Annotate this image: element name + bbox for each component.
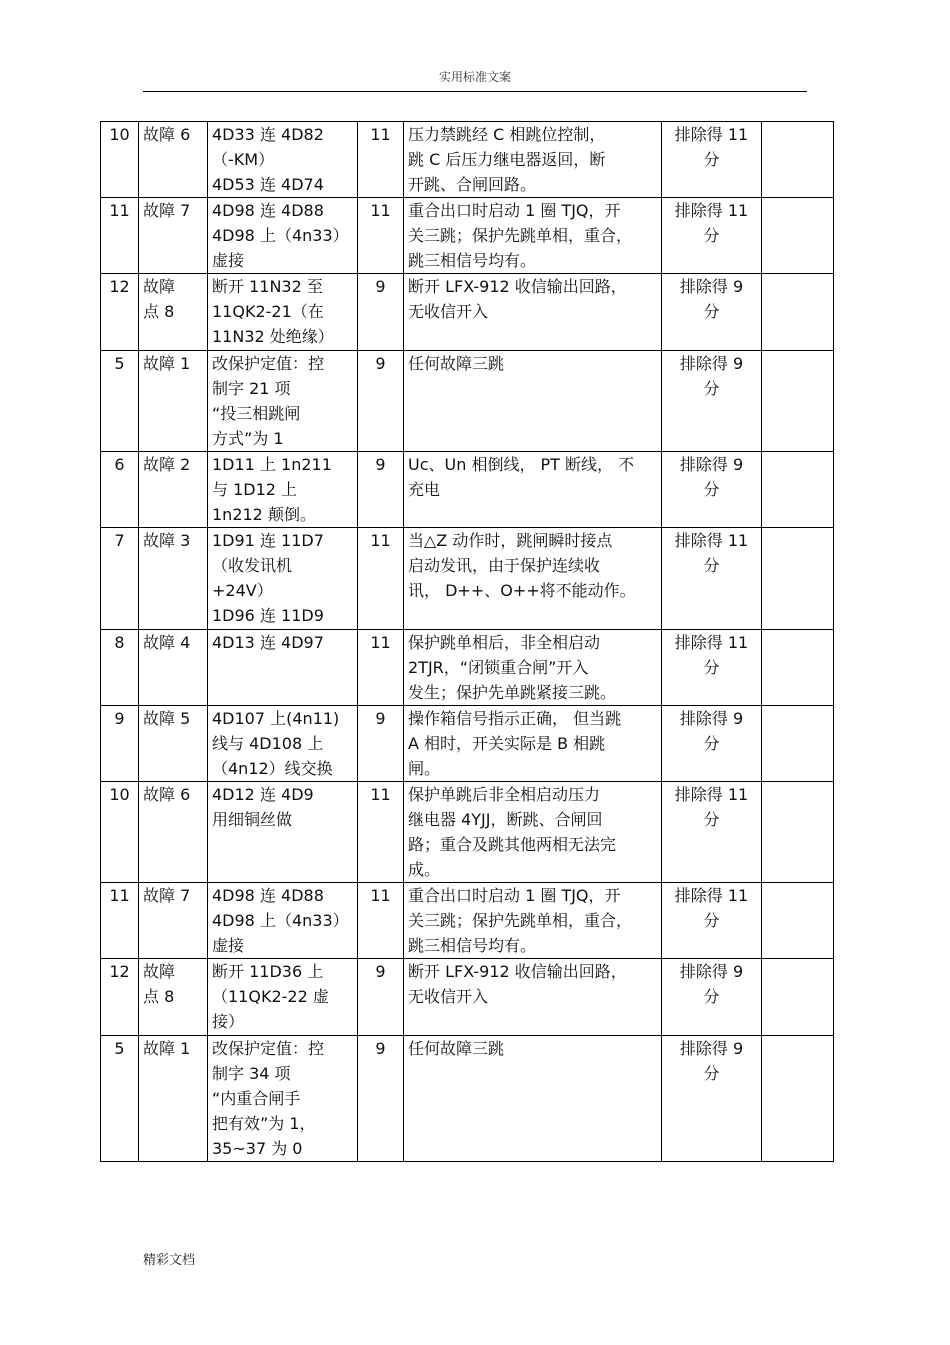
fault-result-line: 排除得 9 xyxy=(679,1039,744,1058)
fault-name-cell xyxy=(139,1036,208,1162)
fault-score-cell xyxy=(358,959,404,1036)
fault-number-text: 12 xyxy=(109,962,130,981)
fault-action-cell xyxy=(208,351,358,452)
fault-name-line: 故障 xyxy=(143,962,176,981)
fault-name-line: 点 8 xyxy=(143,302,175,321)
fault-action-line: 4D12 连 4D9 xyxy=(212,785,314,804)
fault-score-text: 9 xyxy=(375,1039,386,1058)
fault-action-line: 虚接 xyxy=(212,936,245,955)
fault-score-cell xyxy=(358,883,404,959)
fault-description-line: 讯， D++、O++将不能动作。 xyxy=(408,581,636,600)
fault-number-text: 5 xyxy=(114,1039,125,1058)
fault-description-line: 断开 LFX-912 收信输出回路， xyxy=(408,962,627,981)
fault-description-line: 操作箱信号指示正确， 但当跳 xyxy=(408,709,622,728)
fault-action-line: +24V） xyxy=(212,581,273,600)
fault-name-line: 故障 xyxy=(143,277,176,296)
fault-result-cell xyxy=(662,706,762,782)
fault-result-line: 分 xyxy=(703,556,720,575)
fault-score-text: 11 xyxy=(370,633,391,652)
fault-result-cell xyxy=(662,528,762,630)
fault-action-line: 4D53 连 4D74 xyxy=(212,175,324,194)
fault-description-cell xyxy=(404,706,662,782)
fault-description-cell xyxy=(404,782,662,883)
fault-action-line: 4D98 上（4n33） xyxy=(212,226,349,245)
fault-result-line: 分 xyxy=(703,911,720,930)
fault-score-cell xyxy=(358,630,404,706)
fault-number-cell xyxy=(101,122,139,198)
empty-cell xyxy=(762,452,834,528)
fault-action-cell xyxy=(208,883,358,959)
fault-name-line: 故障 6 xyxy=(143,125,191,144)
fault-result-cell xyxy=(662,883,762,959)
fault-number-cell xyxy=(101,630,139,706)
fault-score-cell xyxy=(358,452,404,528)
fault-description-cell xyxy=(404,198,662,274)
table-row xyxy=(101,198,834,274)
fault-number-text: 10 xyxy=(109,785,130,804)
fault-result-cell xyxy=(662,452,762,528)
fault-number-text: 8 xyxy=(114,633,125,652)
empty-cell xyxy=(762,782,834,883)
fault-result-line: 分 xyxy=(703,480,720,499)
fault-description-line: 成。 xyxy=(408,860,441,879)
fault-score-text: 11 xyxy=(370,201,391,220)
fault-result-line: 排除得 11 xyxy=(674,125,749,144)
fault-action-cell xyxy=(208,630,358,706)
fault-number-cell xyxy=(101,198,139,274)
fault-description-cell xyxy=(404,630,662,706)
fault-name-line: 故障 1 xyxy=(143,354,191,373)
empty-cell xyxy=(762,959,834,1036)
table-row xyxy=(101,122,834,198)
fault-score-cell xyxy=(358,351,404,452)
fault-action-cell xyxy=(208,1036,358,1162)
table-row xyxy=(101,1036,834,1162)
fault-number-text: 12 xyxy=(109,277,130,296)
fault-result-line: 排除得 11 xyxy=(674,201,749,220)
fault-result-cell xyxy=(662,122,762,198)
fault-action-cell xyxy=(208,782,358,883)
fault-action-line: 制字 21 项 xyxy=(212,379,291,398)
fault-score-cell xyxy=(358,1036,404,1162)
header-divider xyxy=(143,91,807,92)
fault-description-line: 路；重合及跳其他两相无法完 xyxy=(408,835,617,854)
table-row xyxy=(101,528,834,630)
fault-action-line: 把有效”为 1， xyxy=(212,1114,316,1133)
fault-result-line: 分 xyxy=(703,1064,720,1083)
fault-name-cell xyxy=(139,959,208,1036)
fault-description-line: 压力禁跳经 C 相跳位控制， xyxy=(408,125,606,144)
fault-result-line: 排除得 11 xyxy=(674,785,749,804)
fault-description-line: A 相时，开关实际是 B 相跳 xyxy=(408,734,606,753)
fault-number-text: 7 xyxy=(114,531,125,550)
fault-name-line: 故障 7 xyxy=(143,201,191,220)
fault-action-line: 1D11 上 1n211 xyxy=(212,455,332,474)
fault-action-line: 1D96 连 11D9 xyxy=(212,606,324,625)
fault-action-line: “投三相跳闸 xyxy=(212,404,301,423)
fault-number-cell xyxy=(101,274,139,351)
fault-number-cell xyxy=(101,706,139,782)
fault-name-line: 故障 7 xyxy=(143,886,191,905)
fault-description-line: 断开 LFX-912 收信输出回路， xyxy=(408,277,627,296)
fault-description-line: 无收信开入 xyxy=(408,987,489,1006)
fault-number-text: 9 xyxy=(114,709,125,728)
fault-score-text: 9 xyxy=(375,354,386,373)
fault-result-line: 分 xyxy=(703,734,720,753)
fault-score-cell xyxy=(358,706,404,782)
fault-description-line: 2TJR，“闭锁重合闸”开入 xyxy=(408,658,589,677)
fault-description-line: 继电器 4YJJ，断跳、合闸回 xyxy=(408,810,603,829)
fault-description-cell xyxy=(404,883,662,959)
fault-result-cell xyxy=(662,782,762,883)
fault-number-cell xyxy=(101,452,139,528)
fault-result-line: 分 xyxy=(703,226,720,245)
fault-description-cell xyxy=(404,452,662,528)
fault-result-line: 分 xyxy=(703,302,720,321)
fault-name-line: 故障 2 xyxy=(143,455,191,474)
fault-action-line: 11N32 处绝缘） xyxy=(212,327,334,346)
fault-score-cell xyxy=(358,274,404,351)
fault-action-cell xyxy=(208,122,358,198)
fault-action-line: 4D33 连 4D82 xyxy=(212,125,324,144)
fault-description-line: 重合出口时启动 1 圈 TJQ，开 xyxy=(408,886,621,905)
fault-number-text: 6 xyxy=(114,455,125,474)
fault-action-line: 11QK2-21（在 xyxy=(212,302,324,321)
fault-number-text: 11 xyxy=(109,886,130,905)
fault-name-cell xyxy=(139,122,208,198)
fault-number-text: 5 xyxy=(114,354,125,373)
fault-action-line: 断开 11D36 上 xyxy=(212,962,324,981)
empty-cell xyxy=(762,1036,834,1162)
fault-description-cell xyxy=(404,274,662,351)
empty-cell xyxy=(762,883,834,959)
fault-action-line: 4D98 连 4D88 xyxy=(212,201,324,220)
fault-name-cell xyxy=(139,883,208,959)
fault-action-cell xyxy=(208,198,358,274)
empty-cell xyxy=(762,528,834,630)
fault-score-text: 11 xyxy=(370,886,391,905)
fault-result-cell xyxy=(662,959,762,1036)
fault-name-line: 点 8 xyxy=(143,987,175,1006)
fault-action-line: 35~37 为 0 xyxy=(212,1139,303,1158)
fault-name-cell xyxy=(139,274,208,351)
fault-number-cell xyxy=(101,1036,139,1162)
fault-description-line: 保护跳单相后，非全相启动 xyxy=(408,633,601,652)
fault-name-cell xyxy=(139,528,208,630)
fault-action-line: 接） xyxy=(212,1012,245,1031)
fault-result-cell xyxy=(662,274,762,351)
fault-name-cell xyxy=(139,351,208,452)
table-row xyxy=(101,274,834,351)
fault-score-cell xyxy=(358,198,404,274)
fault-description-cell xyxy=(404,959,662,1036)
empty-cell xyxy=(762,706,834,782)
fault-description-line: 发生；保护先单跳紧接三跳。 xyxy=(408,683,617,702)
fault-result-line: 排除得 9 xyxy=(679,962,744,981)
fault-result-cell xyxy=(662,1036,762,1162)
fault-score-cell xyxy=(358,528,404,630)
fault-table xyxy=(100,121,834,1162)
empty-cell xyxy=(762,630,834,706)
table-row xyxy=(101,452,834,528)
fault-action-line: 4D13 连 4D97 xyxy=(212,633,324,652)
fault-action-line: 制字 34 项 xyxy=(212,1064,291,1083)
fault-action-line: 4D98 连 4D88 xyxy=(212,886,324,905)
fault-description-line: 任何故障三跳 xyxy=(408,1039,505,1058)
fault-description-line: 跳三相信号均有。 xyxy=(408,936,537,955)
fault-result-line: 分 xyxy=(703,658,720,677)
fault-name-line: 故障 6 xyxy=(143,785,191,804)
fault-description-line: 跳三相信号均有。 xyxy=(408,251,537,270)
fault-description-line: 跳 C 后压力继电器返回，断 xyxy=(408,150,606,169)
empty-cell xyxy=(762,198,834,274)
fault-action-line: “内重合闸手 xyxy=(212,1089,301,1108)
fault-score-text: 9 xyxy=(375,455,386,474)
fault-number-text: 10 xyxy=(109,125,130,144)
fault-description-line: 闸。 xyxy=(408,759,441,778)
fault-description-line: 充电 xyxy=(408,480,441,499)
empty-cell xyxy=(762,122,834,198)
fault-result-line: 排除得 11 xyxy=(674,633,749,652)
fault-name-line: 故障 1 xyxy=(143,1039,191,1058)
fault-name-cell xyxy=(139,706,208,782)
fault-description-line: 关三跳；保护先跳单相，重合， xyxy=(408,911,633,930)
table-row xyxy=(101,706,834,782)
fault-action-line: 改保护定值：控 xyxy=(212,1039,325,1058)
fault-number-cell xyxy=(101,782,139,883)
fault-description-cell xyxy=(404,528,662,630)
fault-score-text: 9 xyxy=(375,962,386,981)
fault-action-line: 4D107 上(4n11) xyxy=(212,709,340,728)
fault-action-line: 1D91 连 11D7 xyxy=(212,531,324,550)
fault-number-cell xyxy=(101,883,139,959)
fault-result-line: 分 xyxy=(703,987,720,1006)
fault-result-line: 分 xyxy=(703,379,720,398)
table-row xyxy=(101,782,834,883)
fault-action-line: （11QK2-22 虚 xyxy=(212,987,329,1006)
page-header-title: 实用标准文案 xyxy=(438,70,511,84)
fault-action-cell xyxy=(208,452,358,528)
fault-action-line: 改保护定值：控 xyxy=(212,354,325,373)
fault-description-cell xyxy=(404,351,662,452)
fault-description-line: 关三跳；保护先跳单相，重合， xyxy=(408,226,633,245)
fault-score-text: 9 xyxy=(375,709,386,728)
fault-action-line: 虚接 xyxy=(212,251,245,270)
fault-action-line: 线与 4D108 上 xyxy=(212,734,324,753)
fault-score-text: 11 xyxy=(370,125,391,144)
fault-number-cell xyxy=(101,959,139,1036)
fault-name-cell xyxy=(139,782,208,883)
fault-table-body xyxy=(101,122,834,1162)
fault-description-line: Uc、Un 相倒线， PT 断线， 不 xyxy=(408,455,635,474)
table-row xyxy=(101,630,834,706)
fault-score-cell xyxy=(358,782,404,883)
fault-result-line: 排除得 9 xyxy=(679,277,744,296)
table-row xyxy=(101,351,834,452)
fault-result-cell xyxy=(662,198,762,274)
fault-description-line: 保护单跳后非全相启动压力 xyxy=(408,785,601,804)
fault-description-line: 开跳、合闸回路。 xyxy=(408,175,537,194)
fault-description-line: 任何故障三跳 xyxy=(408,354,505,373)
fault-result-cell xyxy=(662,630,762,706)
page-footer: 精彩文档 xyxy=(143,1253,196,1268)
fault-action-cell xyxy=(208,528,358,630)
fault-description-line: 重合出口时启动 1 圈 TJQ，开 xyxy=(408,201,621,220)
fault-result-line: 排除得 9 xyxy=(679,709,744,728)
fault-score-text: 9 xyxy=(375,277,386,296)
table-row xyxy=(101,959,834,1036)
fault-result-line: 排除得 9 xyxy=(679,455,744,474)
fault-number-cell xyxy=(101,528,139,630)
fault-action-cell xyxy=(208,706,358,782)
fault-result-line: 排除得 11 xyxy=(674,886,749,905)
fault-name-cell xyxy=(139,198,208,274)
fault-score-text: 11 xyxy=(370,785,391,804)
fault-action-line: （-KM） xyxy=(212,150,275,169)
fault-action-line: 与 1D12 上 xyxy=(212,480,298,499)
fault-result-line: 分 xyxy=(703,150,720,169)
fault-action-line: 1n212 颠倒。 xyxy=(212,505,316,524)
fault-description-cell xyxy=(404,1036,662,1162)
fault-action-line: 用细铜丝做 xyxy=(212,810,293,829)
fault-description-cell xyxy=(404,122,662,198)
fault-description-line: 无收信开入 xyxy=(408,302,489,321)
fault-result-line: 排除得 11 xyxy=(674,531,749,550)
fault-action-line: （收发讯机 xyxy=(212,556,293,575)
empty-cell xyxy=(762,351,834,452)
fault-action-line: （4n12）线交换 xyxy=(212,759,333,778)
fault-score-cell xyxy=(358,122,404,198)
fault-name-cell xyxy=(139,630,208,706)
fault-name-line: 故障 4 xyxy=(143,633,191,652)
fault-description-line: 当△Z 动作时，跳闸瞬时接点 xyxy=(408,531,613,550)
fault-result-cell xyxy=(662,351,762,452)
fault-score-text: 11 xyxy=(370,531,391,550)
fault-action-cell xyxy=(208,959,358,1036)
empty-cell xyxy=(762,274,834,351)
table-row xyxy=(101,883,834,959)
fault-result-line: 分 xyxy=(703,810,720,829)
fault-action-line: 方式”为 1 xyxy=(212,429,284,448)
fault-name-line: 故障 5 xyxy=(143,709,191,728)
fault-description-line: 启动发讯，由于保护连续收 xyxy=(408,556,601,575)
fault-action-line: 4D98 上（4n33） xyxy=(212,911,349,930)
fault-name-line: 故障 3 xyxy=(143,531,191,550)
fault-number-cell xyxy=(101,351,139,452)
fault-number-text: 11 xyxy=(109,201,130,220)
fault-action-line: 断开 11N32 至 xyxy=(212,277,323,296)
fault-name-cell xyxy=(139,452,208,528)
fault-action-cell xyxy=(208,274,358,351)
fault-result-line: 排除得 9 xyxy=(679,354,744,373)
